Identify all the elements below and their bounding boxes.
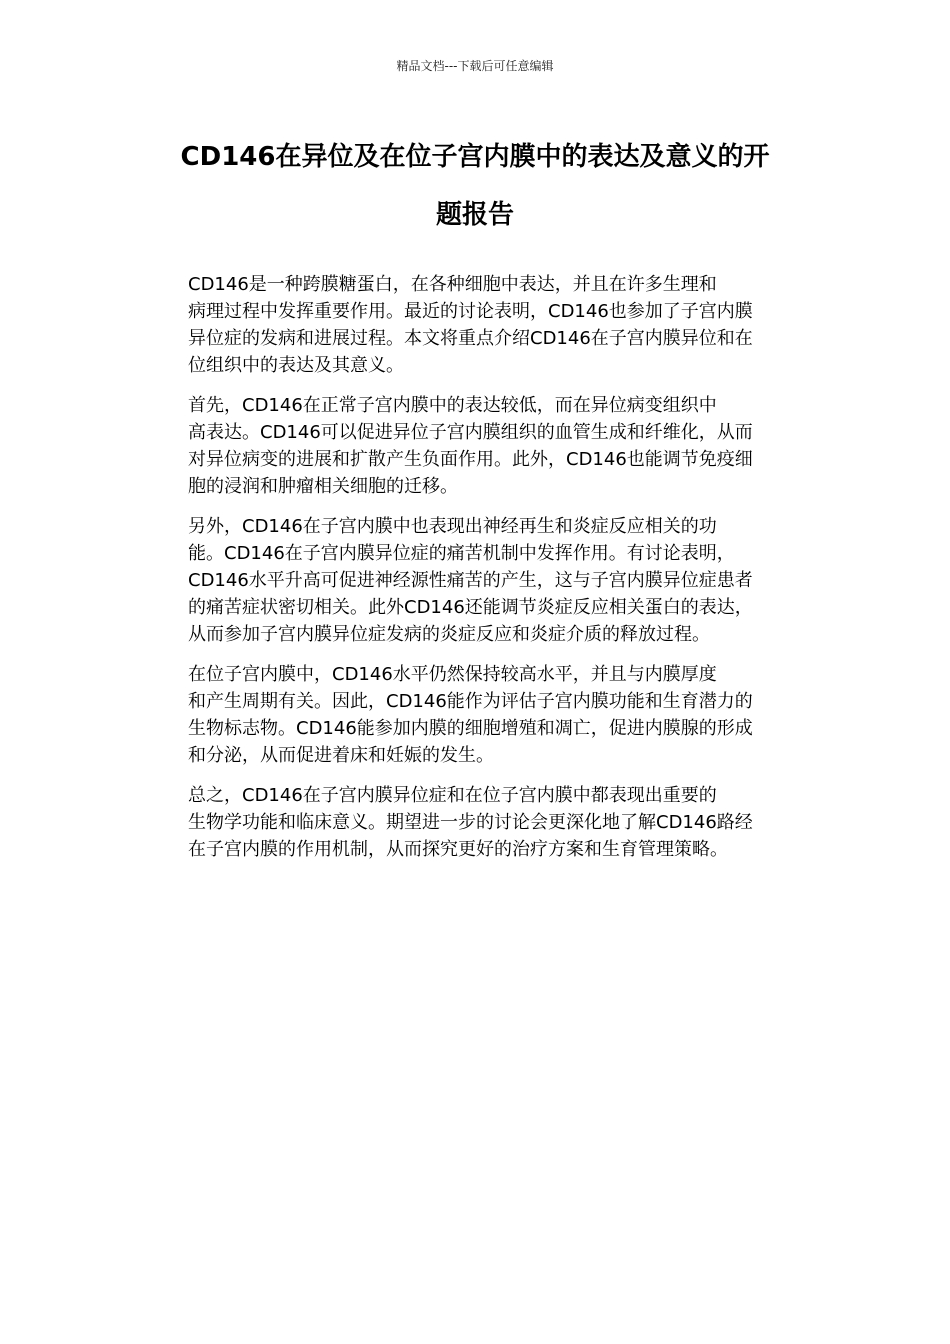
paragraph-line: 对异位病变的进展和扩散产生负面作用。此外，CD146也能调节免疫细 <box>188 449 753 470</box>
title-line-2: 题报告 <box>435 200 514 230</box>
paragraph-line: 首先，CD146在正常子宫内膜中的表达较低，而在异位病变组织中 <box>188 395 717 416</box>
header-note: 精品文档---下载后可任意编辑 <box>396 59 554 73</box>
paragraph-1 <box>144 271 806 379</box>
document-title <box>140 132 810 240</box>
paragraph-3 <box>144 513 806 648</box>
paragraph-line: 从而参加子宫内膜异位症发病的炎症反应和炎症介质的释放过程。 <box>188 624 710 645</box>
paragraph-line: 的痛苦症状密切相关。此外CD146还能调节炎症反应相关蛋白的表达， <box>188 597 753 618</box>
paragraph-line: 能。CD146在子宫内膜异位症的痛苦机制中发挥作用。有讨论表明， <box>188 543 735 564</box>
paragraph-line: CD146是一种跨膜糖蛋白，在各种细胞中表达，并且在许多生理和 <box>188 274 717 295</box>
paragraph-5 <box>144 782 806 863</box>
paragraph-line: 生物学功能和临床意义。期望进一步的讨论会更深化地了解CD146路经 <box>188 812 753 833</box>
document-body <box>144 271 806 876</box>
paragraph-line: 和分泌，从而促进着床和妊娠的发生。 <box>188 745 494 766</box>
paragraph-line: 另外，CD146在子宫内膜中也表现出神经再生和炎症反应相关的功 <box>188 516 717 537</box>
paragraph-line: 胞的浸润和肿瘤相关细胞的迁移。 <box>188 476 458 497</box>
paragraph-line: 和产生周期有关。因此，CD146能作为评估子宫内膜功能和生育潜力的 <box>188 691 753 712</box>
paragraph-line: 高表达。CD146可以促进异位子宫内膜组织的血管生成和纤维化，从而 <box>188 422 753 443</box>
paragraph-line: 病理过程中发挥重要作用。最近的讨论表明，CD146也参加了子宫内膜 <box>188 301 753 322</box>
paragraph-2 <box>144 392 806 500</box>
paragraph-line: 异位症的发病和进展过程。本文将重点介绍CD146在子宫内膜异位和在 <box>188 328 753 349</box>
paragraph-line: CD146水平升高可促进神经源性痛苦的产生，这与子宫内膜异位症患者 <box>188 570 753 591</box>
paragraph-line: 总之，CD146在子宫内膜异位症和在位子宫内膜中都表现出重要的 <box>188 785 717 806</box>
paragraph-line: 位组织中的表达及其意义。 <box>188 355 404 376</box>
paragraph-4 <box>144 661 806 769</box>
title-line-1: CD146在异位及在位子宫内膜中的表达及意义的开 <box>180 142 770 172</box>
paragraph-line: 在位子宫内膜中，CD146水平仍然保持较高水平，并且与内膜厚度 <box>188 664 717 685</box>
paragraph-line: 在子宫内膜的作用机制，从而探究更好的治疗方案和生育管理策略。 <box>188 839 728 860</box>
paragraph-line: 生物标志物。CD146能参加内膜的细胞增殖和凋亡，促进内膜腺的形成 <box>188 718 753 739</box>
